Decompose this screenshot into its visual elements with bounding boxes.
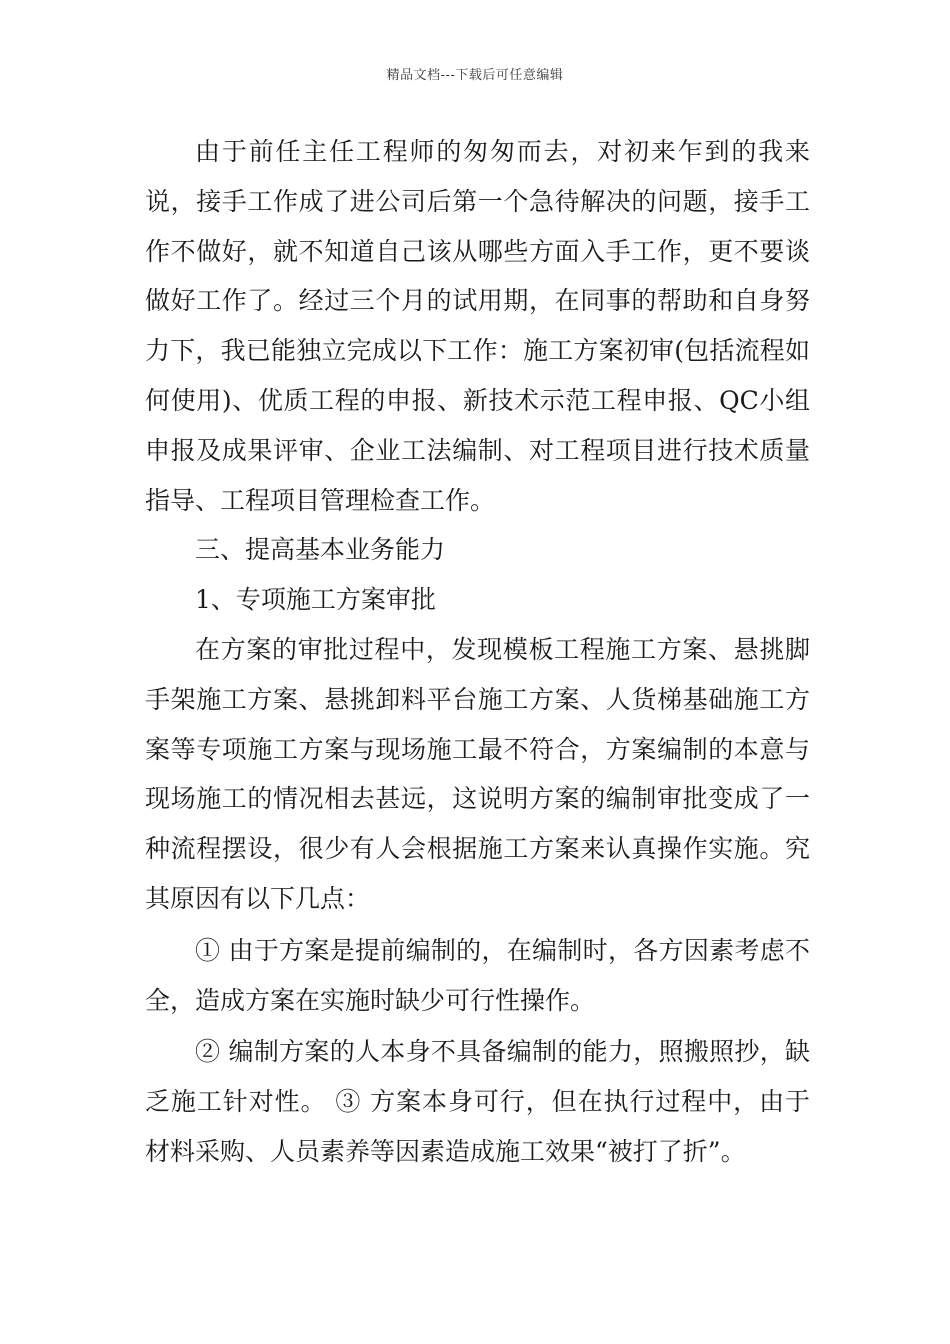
list-item-1: ① 由于方案是提前编制的，在编制时，各方因素考虑不全，造成方案在实施时缺少可行性操作。 (145, 935, 810, 1015)
paragraph-approval: 在方案的审批过程中，发现模板工程施工方案、悬挑脚手架施工方案、悬挑卸料平台施工方案、人货梯基础施工方案等专项施工方案与现场施工最不符合，方案编制的本意与现场施工的情况相去甚远，这说明方案的编制审批变成了一种流程摆设，很少有人会根据施工方案来认真操作实施。究其原因有以下几点： (145, 634, 810, 913)
paragraph-intro: 由于前任主任工程师的匆匆而去，对初来乍到的我来说，接手工作成了进公司后第一个急待解决的问题，接手工作不做好，就不知道自己该从哪些方面入手工作，更不要谈做好工作了。经过三个月的试用期，在同事的帮助和自身努力下，我已能独立完成以下工作：施工方案初审(包括流程如何使用)、优质工程的申报、新技术示范工程申报、QC小组申报及成果评审、企业工法编制、对工程项目进行技术质量指导、工程项目管理检查工作。 (145, 137, 810, 515)
list-item-2-3: ② 编制方案的人本身不具备编制的能力，照搬照抄，缺乏施工针对性。 ③ 方案本身可行，但在执行过程中，由于材料采购、人员素养等因素造成施工效果“被打了折”。 (145, 1037, 810, 1166)
document-body (145, 127, 810, 1177)
page-header: 精品文档---下载后可任意编辑 (386, 68, 564, 83)
subsection-heading: 1、专项施工方案审批 (195, 585, 436, 615)
section-heading: 三、提高基本业务能力 (195, 535, 446, 565)
